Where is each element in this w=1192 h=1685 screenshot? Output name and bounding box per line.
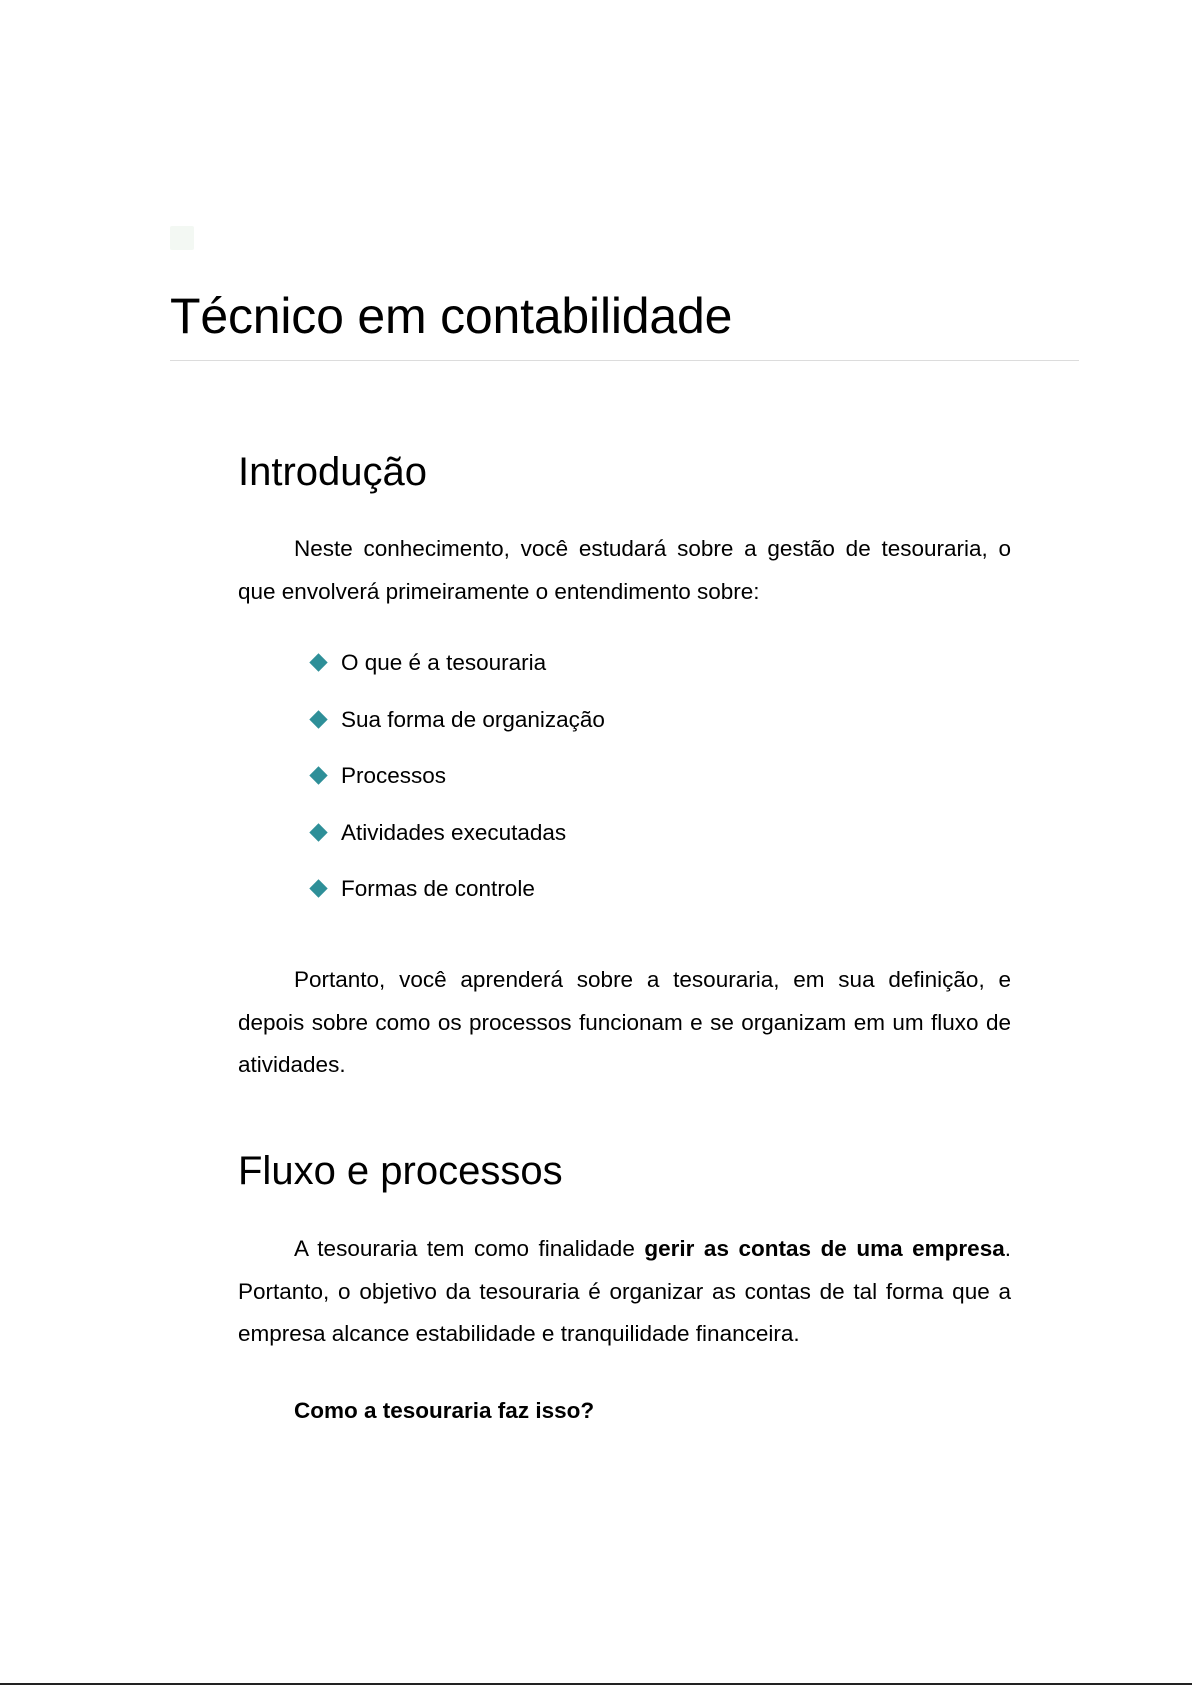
document-title: Técnico em contabilidade [170, 288, 733, 344]
diamond-bullet-icon [309, 766, 327, 784]
section-heading-introducao: Introdução [238, 450, 428, 494]
intro-paragraph: Neste conhecimento, você estudará sobre a gestão de tesouraria, o que envolverá primeiramente o entendimento sobre: [238, 536, 1011, 604]
diamond-bullet-icon [309, 653, 327, 671]
list-item-text: Formas de controle [341, 876, 535, 901]
closing-paragraph: Portanto, você aprenderá sobre a tesouraria, em sua definição, e depois sobre como os processos funcionam e se organizam em um fluxo de atividades. [238, 967, 1011, 1077]
list-item-text: Processos [341, 763, 447, 788]
list-item [308, 812, 605, 869]
fluxo-paragraph [238, 1228, 1011, 1356]
topics-list [308, 642, 605, 925]
section-heading-fluxo-e-processos: Fluxo e processos [238, 1149, 563, 1193]
fluxo-text-part2: . Portanto, o objetivo da tesouraria é organizar as contas de tal forma que a empresa alcance estabilidade e tranquilidade financeira. [238, 1236, 1011, 1346]
list-item-text: Sua forma de organização [341, 706, 605, 732]
diamond-bullet-icon [309, 710, 327, 728]
list-item [308, 642, 605, 699]
list-item-text: O que é a tesouraria [341, 650, 547, 675]
list-item [308, 868, 605, 925]
list-item [308, 699, 605, 756]
title-divider [170, 360, 1079, 361]
list-item [308, 755, 605, 812]
list-item-text: Atividades executadas [341, 819, 567, 845]
broken-image-icon [170, 226, 194, 250]
diamond-bullet-icon [309, 823, 327, 841]
fluxo-text-bold: gerir as contas de uma empresa [644, 1236, 1005, 1261]
diamond-bullet-icon [309, 879, 327, 897]
fluxo-text-part1: A tesouraria tem como finalidade [294, 1236, 645, 1261]
subheading-question: Como a tesouraria faz isso? [294, 1398, 595, 1423]
